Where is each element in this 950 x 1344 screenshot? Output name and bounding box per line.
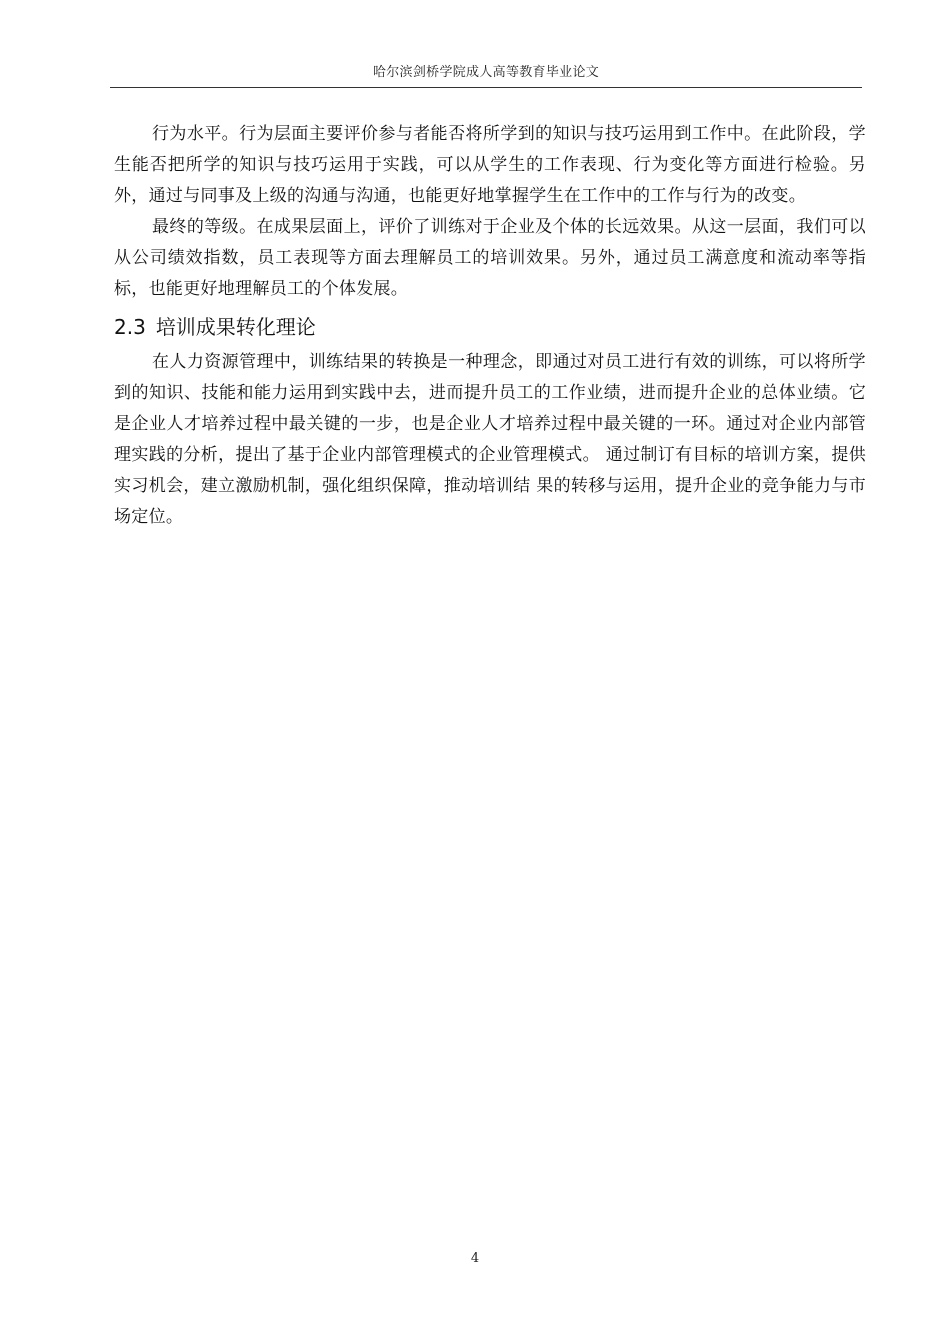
body-paragraph-behavior-level: 行为水平。行为层面主要评价参与者能否将所学到的知识与技巧运用到工作中。在此阶段，学生能否把所学的知识与技巧运用于实践，可以从学生的工作表现、行为变化等方面进行检验。另外，通过与同事及上级的沟通与沟通，也能更好地掌握学生在工作中的工作与行为的改变。 [114,124,866,206]
page-number: 4 [470,1251,480,1266]
section-heading [114,311,866,343]
running-header: 哈尔滨剑桥学院成人高等教育毕业论文 [372,65,600,80]
section-number: 2.3 [114,315,146,339]
header-rule [110,87,862,88]
section-title: 培训成果转化理论 [155,315,316,339]
body-paragraph-result-level: 最终的等级。在成果层面上，评价了训练对于企业及个体的长远效果。从这一层面，我们可以从公司绩效指数，员工表现等方面去理解员工的培训效果。另外，通过员工满意度和流动率等指标，也能更好地理解员工的个体发展。 [114,217,866,299]
page-body [114,119,866,533]
body-paragraph-transfer-theory: 在人力资源管理中，训练结果的转换是一种理念，即通过对员工进行有效的训练，可以将所学到的知识、技能和能力运用到实践中去，进而提升员工的工作业绩，进而提升企业的总体业绩。它是企业人才培养过程中最关键的一步，也是企业人才培养过程中最关键的一环。通过对企业内部管理实践的分析，提出了基于企业内部管理模式的企业管理模式。 通过制订有目标的培训方案，提供实习机会，建立激励机制，强化组织保障，推动培训结 果的转移与运用，提升企业的竞争能力与市场定位。 [114,352,866,527]
